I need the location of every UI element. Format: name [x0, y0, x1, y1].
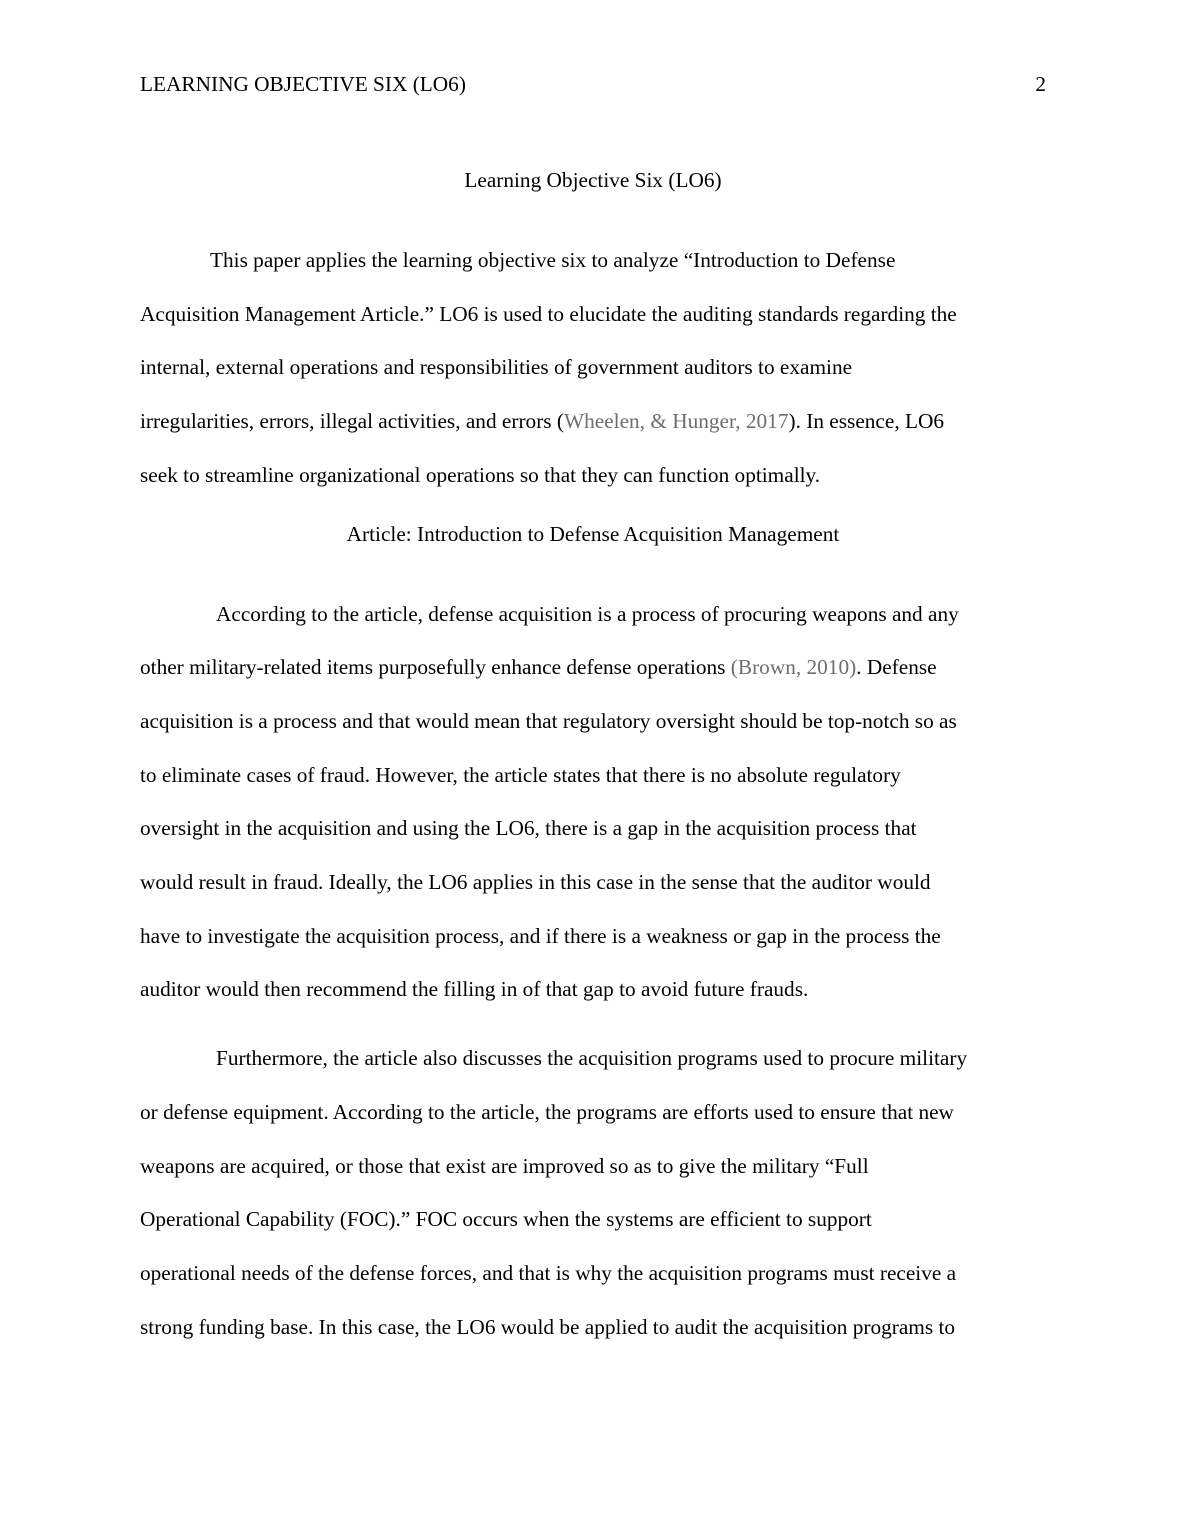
page-number: 2 [1035, 72, 1046, 96]
document-body [140, 165, 1046, 1354]
intro-paragraph [140, 234, 1046, 503]
paragraph-line: to eliminate cases of fraud. However, the article states that there is no absolute regulatory [140, 762, 901, 787]
paragraph-line: have to investigate the acquisition process, and if there is a weakness or gap in the process the [140, 923, 941, 948]
paragraph-line: oversight in the acquisition and using the LO6, there is a gap in the acquisition process that [140, 816, 917, 841]
section-heading: Article: Introduction to Defense Acquisition Management [346, 521, 840, 546]
paragraph-line [140, 395, 1046, 449]
citation-wheelen-hunger: Wheelen, & Hunger, 2017 [564, 409, 789, 434]
text-run: other military-related items purposefully enhance defense operations [140, 655, 731, 680]
paragraph-line: According to the article, defense acquisition is a process of procuring weapons and any [216, 601, 959, 626]
paragraph-line: internal, external operations and responsibilities of government auditors to examine [140, 355, 853, 380]
paragraph-line: acquisition is a process and that would mean that regulatory oversight should be top-notch so as [140, 708, 957, 733]
paragraph-line: Operational Capability (FOC).” FOC occurs when the systems are efficient to support [140, 1207, 872, 1232]
paragraph-line: or defense equipment. According to the article, the programs are efforts used to ensure that new [140, 1099, 954, 1124]
article-paragraph-1 [140, 588, 1046, 1018]
citation-brown: (Brown, 2010) [730, 655, 857, 680]
paragraph-line: auditor would then recommend the filling in of that gap to avoid future frauds. [140, 977, 809, 1002]
paragraph-line: Furthermore, the article also discusses the acquisition programs used to procure military [216, 1046, 968, 1071]
paragraph-line [140, 641, 1046, 695]
paragraph-line: seek to streamline organizational operations so that they can function optimally. [140, 462, 821, 487]
paragraph-line: This paper applies the learning objective six to analyze “Introduction to Defense [210, 248, 896, 272]
running-head-title: LEARNING OBJECTIVE SIX (LO6) [140, 72, 466, 96]
text-run: irregularities, errors, illegal activities, and errors ( [140, 409, 564, 434]
paragraph-line: Acquisition Management Article.” LO6 is used to elucidate the auditing standards regarding the [140, 301, 957, 326]
paragraph-line: weapons are acquired, or those that exist are improved so as to give the military “Full [140, 1153, 869, 1178]
paragraph-line: would result in fraud. Ideally, the LO6 applies in this case in the sense that the auditor would [140, 870, 931, 895]
paragraph-line: operational needs of the defense forces, and that is why the acquisition programs must receive a [140, 1260, 957, 1285]
paragraph-line: strong funding base. In this case, the LO6 would be applied to audit the acquisition programs to [140, 1314, 956, 1339]
text-run: . Defense [856, 655, 937, 680]
paper-title: Learning Objective Six (LO6) [464, 168, 722, 192]
article-paragraph-2 [140, 1032, 1046, 1354]
text-run: ). In essence, LO6 [788, 409, 945, 434]
